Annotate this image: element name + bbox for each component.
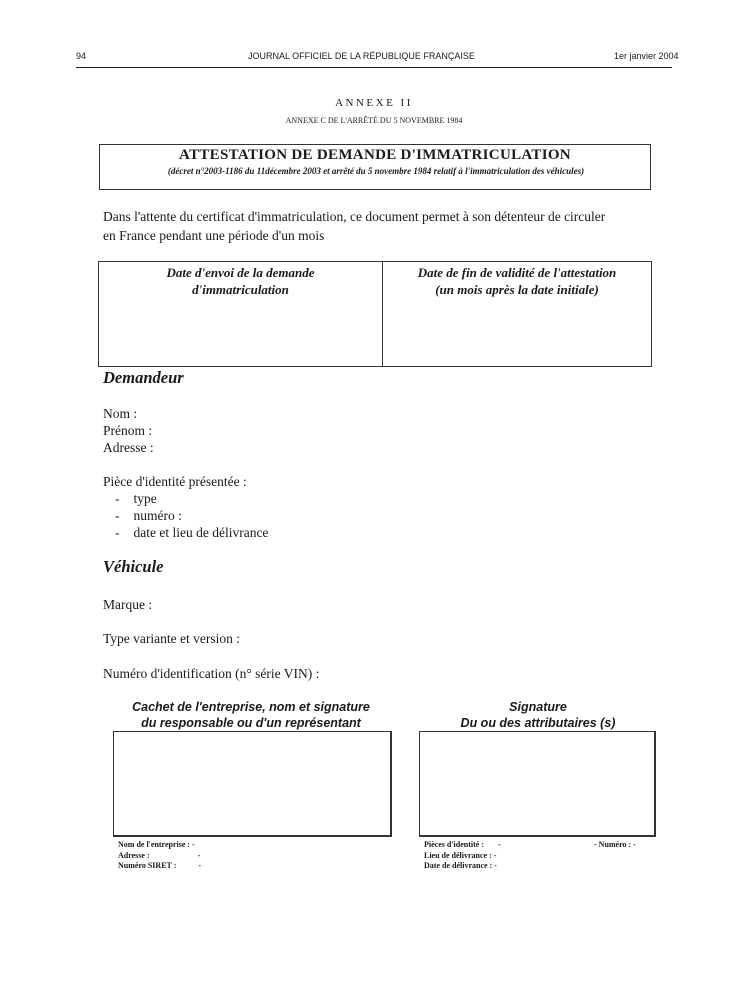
- prenom-field: Prénom :: [103, 423, 153, 438]
- cachet-box[interactable]: [113, 731, 392, 837]
- marque-field: Marque :: [103, 597, 153, 612]
- date-delivrance-field: Date de délivrance : -: [424, 861, 497, 870]
- date-envoi-label: Date d'envoi de la demande d'immatriculation: [166, 265, 315, 297]
- vehicule-heading: Véhicule: [103, 557, 164, 576]
- header-rule: [76, 67, 672, 68]
- numero-field: - Numéro : -: [594, 840, 636, 849]
- cachet-label: Cachet de l'entreprise, nom et signature du responsable ou d'un représentant: [132, 700, 370, 730]
- pieces-identite-field: Pièces d'identité : -: [424, 840, 501, 849]
- adresse-entreprise-field: Adresse : -: [118, 850, 201, 860]
- intro-line-1: Dans l'attente du certificat d'immatriculation, ce document permet à son détenteur de circuler: [103, 209, 606, 224]
- left-fields: [118, 840, 201, 872]
- page-number: 94: [76, 51, 87, 61]
- signature-box[interactable]: [419, 731, 656, 837]
- form-subtitle: (décret n°2003-1186 du 11décembre 2003 et arrêté du 5 novembre 1984 relatif à l'immatriculation des véhicules): [167, 166, 585, 176]
- header-date: 1er janvier 2004: [614, 51, 679, 61]
- date-fin-label: Date de fin de validité de l'attestation (un mois après la date initiale): [417, 265, 617, 297]
- nom-entreprise-field: Nom de l'entreprise : -: [118, 840, 195, 849]
- annexe-title: ANNEXE II: [335, 97, 413, 109]
- annexe-subtitle: ANNEXE C DE L'ARRÊTÉ DU 5 NOVEMBRE 1984: [285, 116, 463, 125]
- lieu-delivrance-field: Lieu de délivrance : -: [424, 850, 497, 860]
- date-table: [98, 261, 652, 367]
- right-fields: [424, 840, 501, 872]
- list-item: - type: [115, 491, 157, 506]
- siret-field: Numéro SIRET : -: [118, 861, 202, 870]
- demandeur-heading: Demandeur: [103, 368, 184, 387]
- intro-line-2: en France pendant une période d'un mois: [103, 228, 325, 243]
- form-title: ATTESTATION DE DEMANDE D'IMMATRICULATION: [179, 147, 571, 163]
- form-title-box: [99, 144, 651, 190]
- vin-field: Numéro d'identification (n° série VIN) :: [103, 666, 320, 681]
- journal-title: JOURNAL OFFICIEL DE LA RÉPUBLIQUE FRANÇAISE: [248, 51, 475, 61]
- piece-identite-label: Pièce d'identité présentée :: [103, 474, 247, 489]
- list-item: - numéro :: [115, 508, 182, 523]
- signature-label: Signature Du ou des attributaires (s): [460, 700, 616, 730]
- adresse-field: Adresse :: [103, 440, 154, 455]
- list-item: - date et lieu de délivrance: [115, 525, 269, 540]
- type-field: Type variante et version :: [103, 631, 241, 646]
- nom-field: Nom :: [103, 406, 138, 421]
